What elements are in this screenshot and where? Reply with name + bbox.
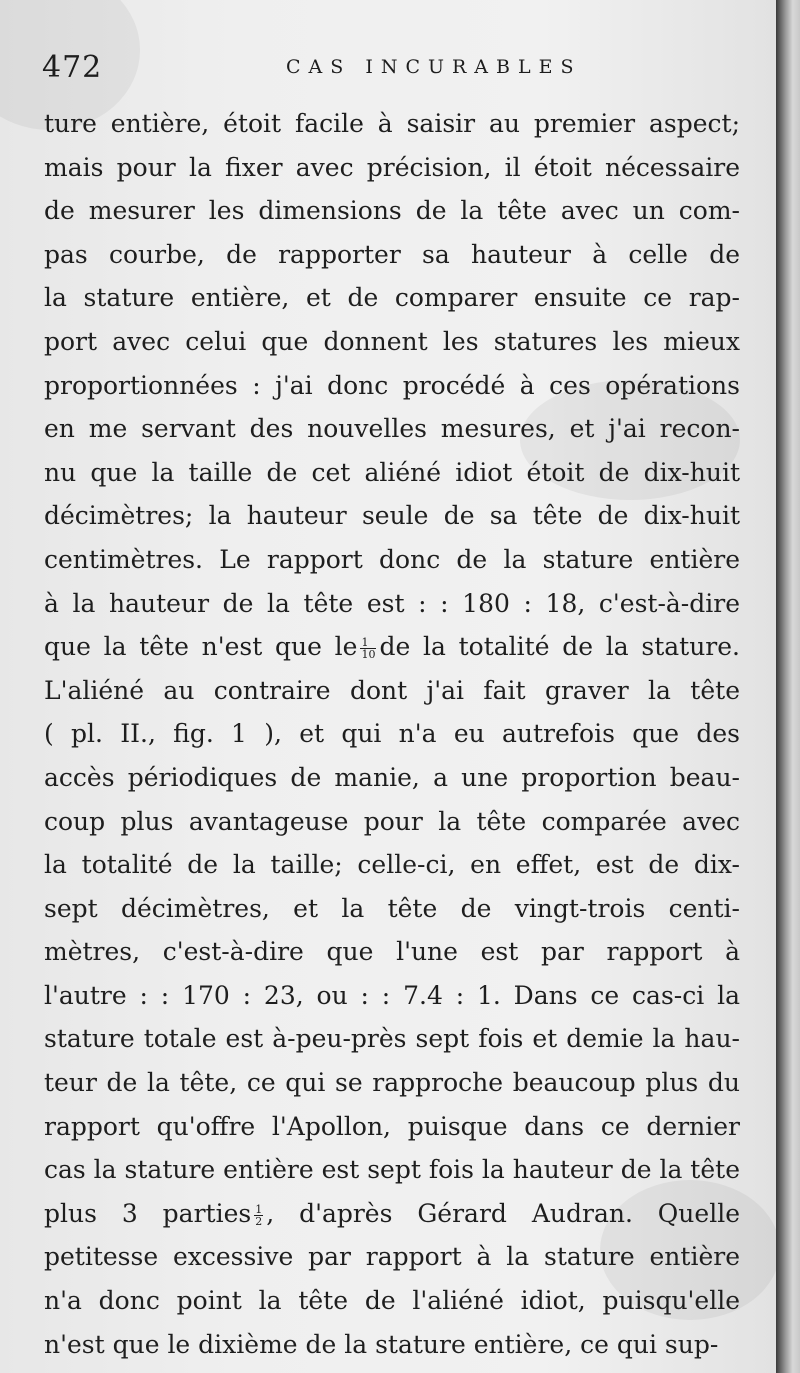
line-text-before: que la tête n'est que le [44,632,358,662]
text-line: teur de la tête, ce qui se rapproche beaucoup plus du [44,1068,740,1098]
running-title: CAS INCURABLES [286,56,582,78]
text-line: l'autre : : 170 : 23, ou : : 7.4 : 1. Dans ce cas-ci la [44,980,740,1010]
text-line: port avec celui que donnent les statures les mieux [44,326,740,356]
line-text-after: , d'après Gérard Audran. Quelle [266,1198,740,1228]
book-spine [776,0,800,1373]
text-line: stature totale est à-peu-près sept fois et demie la hau- [44,1024,740,1054]
text-line: la stature entière, et de comparer ensuite ce rap- [44,283,740,313]
text-line-with-fraction [44,625,740,669]
fraction [254,1204,263,1227]
text-line: n'a donc point la tête de l'aliéné idiot, puisqu'elle [44,1286,740,1316]
text-line: à la hauteur de la tête est : : 180 : 18, c'est-à-dire [44,588,740,618]
text-line: sept décimètres, et la tête de vingt-trois centi- [44,893,740,923]
text-line: en me servant des nouvelles mesures, et j'ai recon- [44,414,740,444]
body-text [44,102,740,1366]
text-line: L'aliéné au contraire dont j'ai fait graver la tête [44,675,740,705]
text-line-with-fraction [44,1192,740,1236]
text-line: la totalité de la taille; celle-ci, en effet, est de dix- [44,850,740,880]
text-line: décimètres; la hauteur seule de sa tête de dix-huit [44,501,740,531]
text-line: proportionnées : j'ai donc procédé à ces opérations [44,370,740,400]
page-number: 472 [42,50,103,85]
text-line: cas la stature entière est sept fois la hauteur de la tête [44,1155,740,1185]
fraction-numerator: 1 [255,1202,263,1216]
text-line: coup plus avantageuse pour la tête comparée avec [44,806,740,836]
text-line: accès périodiques de manie, a une proportion beau- [44,762,740,792]
line-text-after: de la totalité de la stature. [379,632,740,662]
text-line: rapport qu'offre l'Apollon, puisque dans ce dernier [44,1111,740,1141]
text-line: pas courbe, de rapporter sa hauteur à celle de [44,239,740,269]
text-line: nu que la taille de cet aliéné idiot étoit de dix-huit [44,457,740,487]
text-line: n'est que le dixième de la stature entière, ce qui sup- [44,1329,719,1359]
text-line: mais pour la fixer avec précision, il étoit nécessaire [44,152,740,182]
page-header [42,50,742,90]
fraction-denominator: 10 [361,648,376,662]
fraction-denominator: 2 [255,1214,263,1228]
text-line: ( pl. II., fig. 1 ), et qui n'a eu autrefois que des [44,719,740,749]
text-line: ture entière, étoit facile à saisir au premier aspect; [44,109,740,138]
text-line: petitesse excessive par rapport à la stature entière [44,1242,740,1272]
line-text-before: plus 3 parties [44,1198,252,1228]
fraction-numerator: 1 [360,637,376,649]
text-line: de mesurer les dimensions de la tête avec un com- [44,196,740,226]
text-line: centimètres. Le rapport donc de la stature entière [44,544,740,574]
text-line: mètres, c'est-à-dire que l'une est par rapport à [44,937,740,967]
fraction [360,637,376,660]
